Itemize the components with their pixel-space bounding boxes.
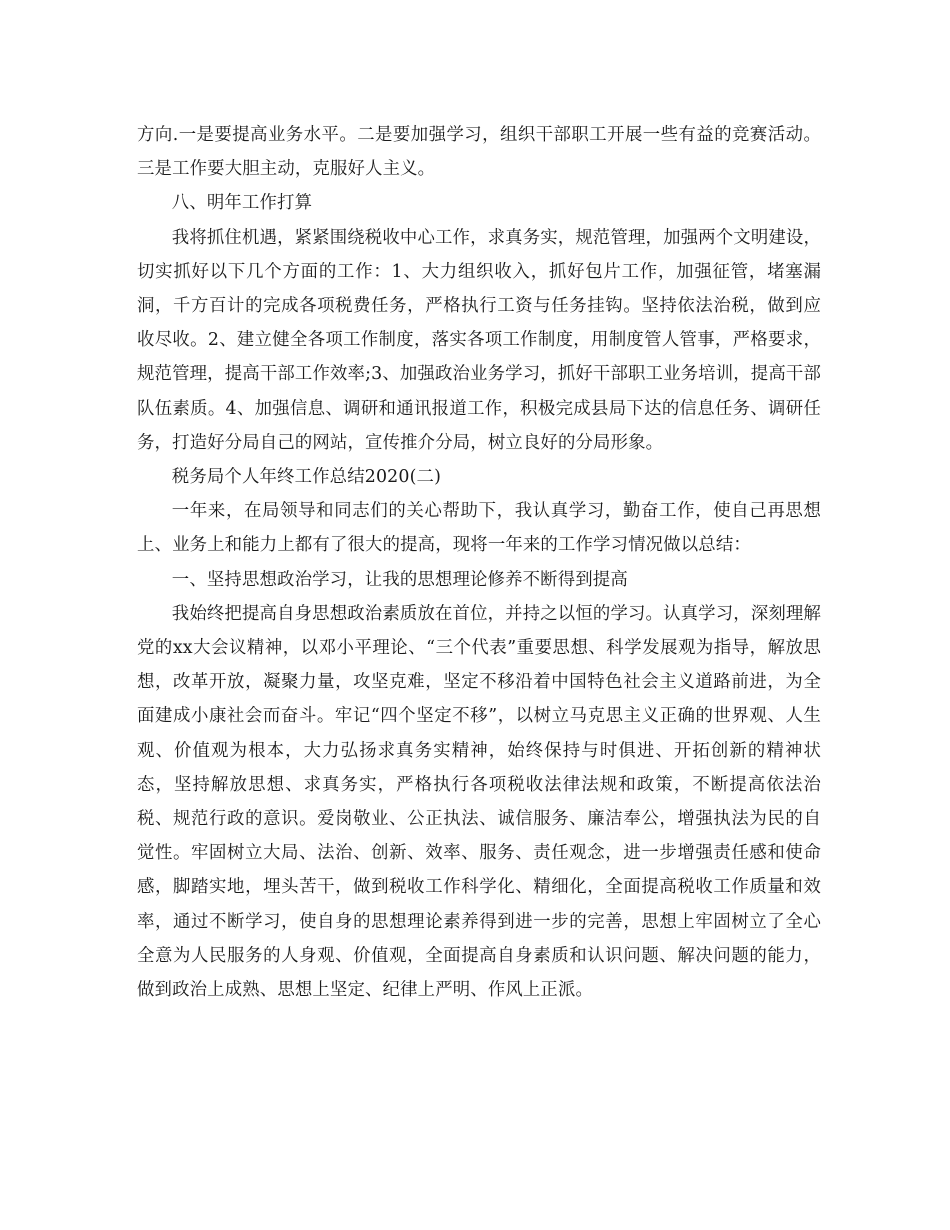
section-heading-political-study: 一、坚持思想政治学习，让我的思想理论修养不断得到提高: [171, 569, 628, 590]
paragraph-continuation: 方向.一是要提高业务水平。二是要加强学习，组织干部职工开展一些有益的竞赛活动。三是工作要大胆主动，克服好人主义。: [137, 125, 821, 180]
document-subtitle: 税务局个人年终工作总结2020(二): [171, 467, 442, 488]
paragraph-intro: 一年来，在局领导和同志们的关心帮助下，我认真学习，勤奋工作，使自己再思想上、业务上和能力上都有了很大的提高，现将一年来的工作学习情况做以总结：: [137, 501, 821, 556]
section-heading-next-year-plan: 八、明年工作打算: [171, 193, 313, 214]
document-body: [137, 118, 821, 1007]
paragraph-next-year-plan: 我将抓住机遇，紧紧围绕税收中心工作，求真务实，规范管理，加强两个文明建设，切实抓好以下几个方面的工作：1、大力组织收入，抓好包片工作，加强征管，堵塞漏洞，千方百计的完成各项税费任务，严格执行工资与任务挂钩。坚持依法治税，做到应收尽收。2、建立健全各项工作制度，落实各项工作制度，用制度管人管事，严格要求，规范管理，提高干部工作效率;3、加强政治业务学习，抓好干部职工业务培训，提高干部队伍素质。4、加强信息、调研和通讯报道工作，积极完成县局下达的信息任务、调研任务，打造好分局自己的网站，宣传推介分局，树立良好的分局形象。: [137, 227, 821, 453]
paragraph-political-study: 我始终把提高自身思想政治素质放在首位，并持之以恒的学习。认真学习，深刻理解党的xx大会议精神，以邓小平理论、“三个代表”重要思想、科学发展观为指导，解放思想，改革开放，凝聚力量，攻坚克难，坚定不移沿着中国特色社会主义道路前进，为全面建成小康社会而奋斗。牢记“四个坚定不移”，以树立马克思主义正确的世界观、人生观、价值观为根本，大力弘扬求真务实精神，始终保持与时俱进、开拓创新的精神状态，坚持解放思想、求真务实，严格执行各项税收法律法规和政策，不断提高依法治税、规范行政的意识。爱岗敬业、公正执法、诚信服务、廉洁奉公，增强执法为民的自觉性。牢固树立大局、法治、创新、效率、服务、责任观念，进一步增强责任感和使命感，脚踏实地，埋头苦干，做到税收工作科学化、精细化，全面提高税收工作质量和效率，通过不断学习，使自身的思想理论素养得到进一步的完善，思想上牢固树立了全心全意为人民服务的人身观、价值观，全面提高自身素质和认识问题、解决问题的能力，做到政治上成熟、思想上坚定、纪律上严明、作风上正派。: [137, 603, 821, 1001]
